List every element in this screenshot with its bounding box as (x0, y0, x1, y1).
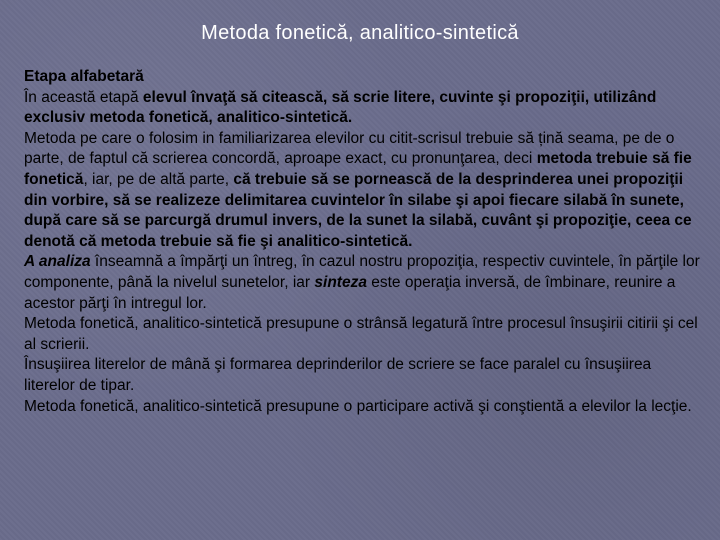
paragraph-3-text-a: înseamnă a împărţi un întreg, în cazul nostru propoziţia, respectiv cuvintele, în părţile lor componente, până la nivelul sunetelor, iar (24, 253, 700, 291)
paragraph-2-text-a: Metoda pe care o folosim in familiarizarea elevilor cu citit-scrisul trebuie să țină seama, pe de o parte, de faptul că scrierea concordă, aproape exact, cu pronunţarea, deci (24, 129, 675, 168)
section-heading: Etapa alfabetară (24, 68, 144, 85)
paragraph-1 (24, 88, 704, 129)
paragraph-3 (24, 252, 704, 314)
paragraph-2-bold-b: că trebuie să se pornească de la desprinderea unei propoziţii din vorbire, să se realizeze delimitarea cuvintelor în silabe şi apoi fiecare silabă în sunete, după care să se parcurgă drumul invers, de la sunet la silabă, cuvânt şi propoziţie, ceea ce denotă că metoda trebuie să fie şi analitico-sintetică. (24, 170, 692, 250)
paragraph-4: Metoda fonetică, analitico-sintetică presupune o strânsă legatură între procesul însuşirii citirii şi cel al scrierii. (24, 315, 698, 353)
slide-title: Metoda fonetică, analitico-sintetică (201, 22, 519, 44)
paragraph-5: Însuşiirea literelor de mână şi formarea deprinderilor de scriere se face paralel cu însuşiirea literelor de tipar. (24, 356, 652, 394)
term-analiza: A analiza (24, 253, 91, 271)
slide-body (24, 67, 704, 417)
paragraph-6: Metoda fonetică, analitico-sintetică presupune o participare activă şi conştientă a elevilor la lecţie. (24, 397, 692, 415)
paragraph-1-text: În această etapă (24, 88, 143, 106)
paragraph-2-bold-a: metoda trebuie să fie fonetică (24, 150, 692, 188)
paragraph-1-bold: elevul învaţă să citească, să scrie litere, cuvinte şi propoziţii, utilizând exclusiv metoda fonetică, analitico-sintetică. (24, 88, 657, 127)
paragraph-2-text-b: , iar, pe de altă parte, (83, 170, 234, 188)
term-sinteza: sinteza (314, 273, 367, 291)
paragraph-3-text-b: este operaţia inversă, de îmbinare, reunire a acestor părţi în intregul lor. (24, 273, 676, 312)
paragraph-2 (24, 129, 704, 253)
